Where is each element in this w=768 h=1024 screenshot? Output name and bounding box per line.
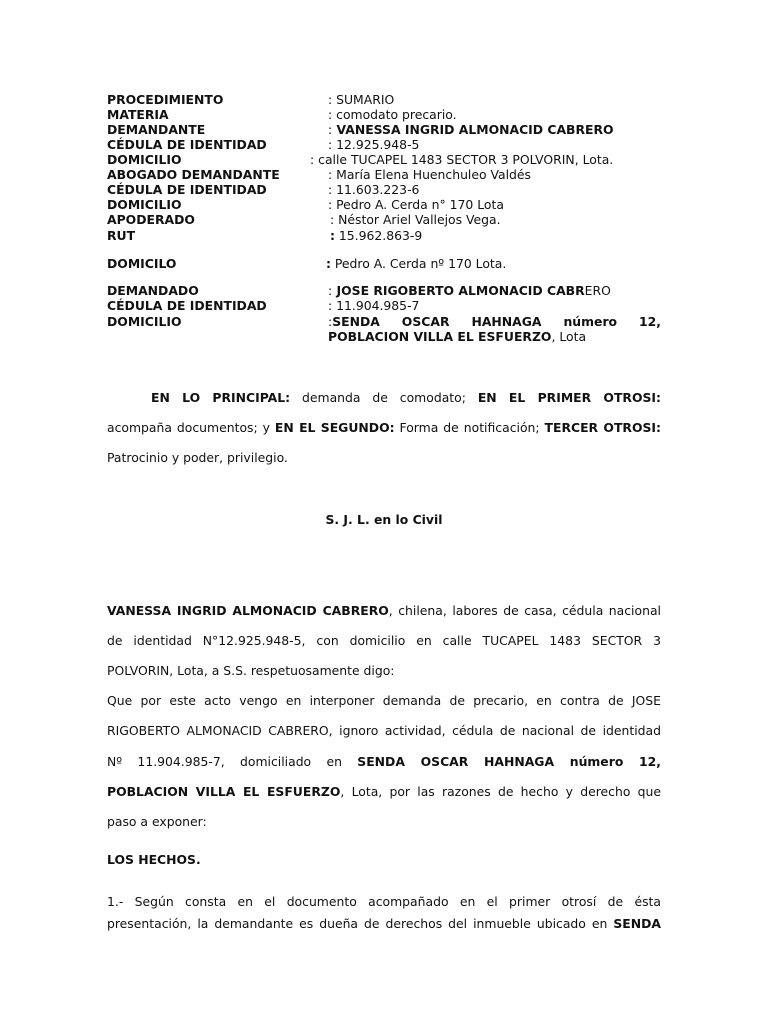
value-demandado: : JOSE RIGOBERTO ALMONACID CABRERO [328, 283, 611, 298]
body-line-1: VANESSA INGRID ALMONACID CABRERO, chilena, labores de casa, cédula nacional [107, 603, 661, 618]
value-domicilo: : Pedro A. Cerda nº 170 Lota. [326, 256, 507, 271]
value-apoderado: : Néstor Ariel Vallejos Vega. [330, 212, 501, 227]
body-line-10: presentación, la demandante es dueña de derechos del inmueble ubicado en SENDA [107, 916, 661, 931]
body-line-8: paso a exponer: [107, 814, 207, 829]
sumilla-line-2: acompaña documentos; y EN EL SEGUNDO: Forma de notificación; TERCER OTROSI: [107, 420, 661, 435]
value-cedula-demandado: : 11.904.985-7 [328, 298, 420, 313]
value-domicilio-demandante: : calle TUCAPEL 1483 SECTOR 3 POLVORIN, Lota. [310, 152, 614, 167]
value-domicilio-demandado-line1: :SENDA OSCAR HAHNAGA número 12, [328, 314, 661, 329]
body-line-5: RIGOBERTO ALMONACID CABRERO, ignoro actividad, cédula de nacional de identidad [107, 723, 661, 738]
value-procedimiento: : SUMARIO [328, 92, 395, 107]
body-line-2: de identidad N°12.925.948-5, con domicilio en calle TUCAPEL 1483 SECTOR 3 [107, 633, 661, 648]
value-cedula-abogado: : 11.603.223-6 [328, 182, 420, 197]
label-abogado: ABOGADO DEMANDANTE [107, 167, 280, 182]
body-line-9: 1.- Según consta en el documento acompañado en el primer otrosí de ésta [107, 894, 661, 909]
label-cedula-demandante: CÉDULA DE IDENTIDAD [107, 137, 267, 152]
body-line-4: Que por este acto vengo en interponer demanda de precario, en contra de JOSE [107, 693, 661, 708]
label-domicilio-abogado: DOMICILIO [107, 197, 182, 212]
value-materia: : comodato precario. [328, 107, 457, 122]
label-procedimiento: PROCEDIMIENTO [107, 92, 224, 107]
label-materia: MATERIA [107, 107, 169, 122]
label-domicilo: DOMICILO [107, 256, 177, 271]
label-rut: RUT [107, 228, 136, 243]
sumilla-line-1: EN LO PRINCIPAL: demanda de comodato; EN EL PRIMER OTROSI: [151, 390, 661, 405]
value-domicilio-abogado: : Pedro A. Cerda n° 170 Lota [328, 197, 504, 212]
value-demandante: : VANESSA INGRID ALMONACID CABRERO [328, 122, 614, 137]
body-line-3: POLVORIN, Lota, a S.S. respetuosamente digo: [107, 663, 395, 678]
tribunal-heading: S. J. L. en lo Civil [325, 512, 443, 527]
value-abogado: : María Elena Huenchuleo Valdés [328, 167, 531, 182]
value-cedula-demandante: : 12.925.948-5 [328, 137, 420, 152]
body-line-7: POBLACION VILLA EL ESFUERZO, Lota, por las razones de hecho y derecho que [107, 784, 661, 799]
value-domicilio-demandado-line2: POBLACION VILLA EL ESFUERZO, Lota [328, 329, 587, 344]
label-cedula-abogado: CÉDULA DE IDENTIDAD [107, 182, 267, 197]
sumilla-line-3: Patrocinio y poder, privilegio. [107, 450, 288, 465]
body-line-6: Nº 11.904.985-7, domiciliado en SENDA OSCAR HAHNAGA número 12, [107, 754, 661, 769]
label-demandado: DEMANDADO [107, 283, 199, 298]
section-heading-hechos: LOS HECHOS. [107, 852, 201, 867]
label-cedula-demandado: CÉDULA DE IDENTIDAD [107, 298, 267, 313]
label-apoderado: APODERADO [107, 212, 195, 227]
label-domicilio-demandante: DOMICILIO [107, 152, 182, 167]
value-rut: : 15.962.863-9 [330, 228, 423, 243]
label-demandante: DEMANDANTE [107, 122, 206, 137]
label-domicilio-demandado: DOMICILIO [107, 314, 182, 329]
